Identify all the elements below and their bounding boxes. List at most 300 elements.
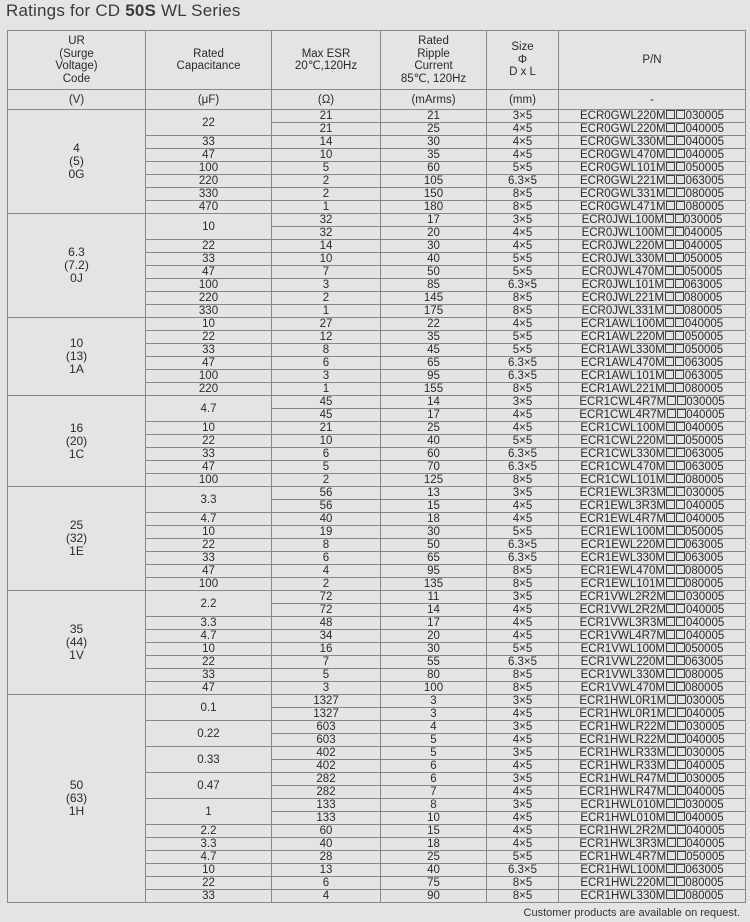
esr-cell: 32 <box>272 227 381 240</box>
placeholder-box-icon <box>675 279 684 288</box>
size-cell: 3×5 <box>487 773 559 786</box>
placeholder-box-icon <box>676 149 685 158</box>
ripple-cell: 17 <box>381 409 487 422</box>
ripple-cell: 3 <box>381 695 487 708</box>
placeholder-box-icon <box>677 851 686 860</box>
placeholder-box-icon <box>667 838 676 847</box>
esr-cell: 8 <box>272 344 381 357</box>
header-line: Size <box>511 41 534 54</box>
voltage-code-line: 1V <box>69 648 84 662</box>
header-line: Rated <box>418 35 449 47</box>
part-number-cell <box>559 344 746 357</box>
placeholder-box-icon <box>666 864 675 873</box>
part-number-prefix: ECR1VWL220M <box>580 656 665 668</box>
esr-cell: 56 <box>272 487 381 500</box>
capacitance-cell: 22 <box>146 110 272 136</box>
esr-cell: 4 <box>272 890 381 903</box>
part-number-cell <box>559 812 746 825</box>
ripple-cell: 60 <box>381 448 487 461</box>
size-cell: 8×5 <box>487 474 559 487</box>
voltage-code-line: 1C <box>68 446 85 461</box>
size-cell: 6.3×5 <box>487 864 559 877</box>
part-number-suffix: 063005 <box>685 656 724 668</box>
esr-cell: 2 <box>272 578 381 591</box>
placeholder-box-icon <box>665 266 674 275</box>
placeholder-box-icon <box>665 370 674 379</box>
placeholder-box-icon <box>676 604 685 613</box>
part-number-prefix: ECR1EWL3R3M <box>579 500 666 512</box>
part-number-prefix: ECR1AWL330M <box>580 344 665 356</box>
esr-cell: 603 <box>272 721 381 734</box>
part-number-cell <box>559 487 746 500</box>
placeholder-box-icon <box>677 825 686 834</box>
ripple-cell: 45 <box>381 344 487 357</box>
esr-cell: 45 <box>272 409 381 422</box>
part-number-prefix: ECR1EWL101M <box>580 578 665 590</box>
part-number-cell <box>559 552 746 565</box>
part-number-prefix: ECR1EWL4R7M <box>579 513 666 525</box>
placeholder-box-icon <box>676 110 685 119</box>
size-cell: 4×5 <box>487 617 559 630</box>
header-line: Ripple <box>417 47 450 60</box>
capacitance-cell: 100 <box>146 474 272 487</box>
part-number-cell <box>559 656 746 669</box>
header-pn <box>559 31 746 90</box>
part-number-suffix: 040005 <box>686 760 725 772</box>
part-number-cell <box>559 123 746 136</box>
capacitance-cell: 100 <box>146 279 272 292</box>
placeholder-box-icon <box>667 695 676 704</box>
part-number-prefix: ECR1HWLR22M <box>579 721 667 733</box>
part-number-prefix: ECR1VWL100M <box>580 643 665 655</box>
esr-cell: 56 <box>272 500 381 513</box>
part-number-suffix: 080005 <box>685 188 724 200</box>
placeholder-box-icon <box>677 396 686 405</box>
capacitance-cell: 0.1 <box>146 695 272 721</box>
capacitance-cell: 10 <box>146 526 272 539</box>
placeholder-box-icon <box>676 201 685 210</box>
ripple-cell: 95 <box>381 370 487 383</box>
esr-cell: 40 <box>272 838 381 851</box>
placeholder-box-icon <box>667 773 676 782</box>
voltage-code-line: 0J <box>70 271 83 285</box>
esr-cell: 7 <box>272 266 381 279</box>
part-number-suffix: 030005 <box>684 214 723 226</box>
part-number-prefix: ECR1HWL0R1M <box>579 708 667 720</box>
capacitance-cell: 0.47 <box>146 773 272 799</box>
esr-cell: 48 <box>272 617 381 630</box>
part-number-cell <box>559 435 746 448</box>
placeholder-box-icon <box>666 110 675 119</box>
voltage-code-line: 1H <box>68 804 85 818</box>
esr-cell: 21 <box>272 123 381 136</box>
placeholder-box-icon <box>666 136 675 145</box>
ripple-cell: 11 <box>381 591 487 604</box>
placeholder-box-icon <box>676 175 685 184</box>
ripple-cell: 6 <box>381 773 487 786</box>
ripple-cell: 10 <box>381 812 487 825</box>
part-number-suffix: 080005 <box>685 877 724 889</box>
placeholder-box-icon <box>675 370 684 379</box>
ripple-cell: 21 <box>381 110 487 123</box>
placeholder-box-icon <box>676 656 685 665</box>
placeholder-box-icon <box>665 292 674 301</box>
placeholder-box-icon <box>665 227 674 236</box>
placeholder-box-icon <box>667 409 676 418</box>
voltage-code-line: (5) <box>69 154 84 168</box>
part-number-prefix: ECR1HWL010M <box>580 812 666 824</box>
capacitance-cell: 100 <box>146 578 272 591</box>
part-number-suffix: 040005 <box>684 318 724 330</box>
esr-cell: 13 <box>272 864 381 877</box>
table-row <box>8 591 746 604</box>
part-number-prefix: ECR1HWL2R2M <box>579 825 667 837</box>
part-number-cell <box>559 669 746 682</box>
part-number-suffix: 063005 <box>685 175 724 187</box>
capacitance-cell: 33 <box>146 448 272 461</box>
placeholder-box-icon <box>666 591 675 600</box>
capacitance-cell: 33 <box>146 253 272 266</box>
part-number-suffix: 050005 <box>684 344 724 356</box>
header-size <box>487 31 559 90</box>
placeholder-box-icon <box>676 682 685 691</box>
capacitance-cell: 0.33 <box>146 747 272 773</box>
part-number-prefix: ECR1HWL010M <box>580 799 666 811</box>
part-number-cell <box>559 747 746 760</box>
placeholder-box-icon <box>667 851 676 860</box>
part-number-cell <box>559 734 746 747</box>
part-number-prefix: ECR1HWLR47M <box>579 786 667 798</box>
size-cell: 8×5 <box>487 565 559 578</box>
part-number-cell <box>559 318 746 331</box>
size-cell: 4×5 <box>487 240 559 253</box>
capacitance-cell: 470 <box>146 201 272 214</box>
part-number-suffix: 050005 <box>685 162 724 174</box>
placeholder-box-icon <box>676 669 685 678</box>
capacitance-cell: 33 <box>146 136 272 149</box>
ripple-cell: 50 <box>381 539 487 552</box>
ripple-cell: 60 <box>381 162 487 175</box>
placeholder-box-icon <box>675 227 684 236</box>
part-number-suffix: 063005 <box>685 539 724 551</box>
part-number-cell <box>559 708 746 721</box>
part-number-prefix: ECR0GWL220M <box>579 123 666 135</box>
voltage-code-line: (63) <box>65 791 88 805</box>
part-number-suffix: 040005 <box>685 513 725 525</box>
placeholder-box-icon <box>677 708 686 717</box>
size-cell: 4×5 <box>487 825 559 838</box>
placeholder-box-icon <box>666 175 675 184</box>
placeholder-box-icon <box>677 760 686 769</box>
capacitance-cell: 22 <box>146 539 272 552</box>
size-cell: 3×5 <box>487 214 559 227</box>
part-number-cell <box>559 591 746 604</box>
part-number-cell <box>559 396 746 409</box>
esr-cell: 2 <box>272 188 381 201</box>
placeholder-box-icon <box>665 305 674 314</box>
voltage-code-line: 1E <box>69 544 84 558</box>
ripple-cell: 5 <box>381 734 487 747</box>
ripple-cell: 15 <box>381 825 487 838</box>
part-number-suffix: 050005 <box>684 266 723 278</box>
size-cell: 5×5 <box>487 643 559 656</box>
size-cell: 8×5 <box>487 292 559 305</box>
part-number-prefix: ECR1EWL470M <box>580 565 665 577</box>
esr-cell: 10 <box>272 149 381 162</box>
part-number-prefix: ECR1HWLR22M <box>579 734 667 746</box>
ripple-cell: 6 <box>381 760 487 773</box>
capacitance-cell: 47 <box>146 461 272 474</box>
esr-cell: 10 <box>272 253 381 266</box>
placeholder-box-icon <box>676 552 685 561</box>
placeholder-box-icon <box>676 448 685 457</box>
placeholder-box-icon <box>666 500 675 509</box>
part-number-cell <box>559 721 746 734</box>
capacitance-cell: 10 <box>146 318 272 331</box>
voltage-code-cell <box>8 318 146 396</box>
placeholder-box-icon <box>666 877 675 886</box>
part-number-prefix: ECR1HWLR33M <box>579 760 667 772</box>
capacitance-cell: 33 <box>146 669 272 682</box>
part-number-suffix: 040005 <box>686 708 725 720</box>
placeholder-box-icon <box>675 266 684 275</box>
part-number-suffix: 080005 <box>685 474 724 486</box>
header-line: Rated <box>193 47 224 60</box>
table-row <box>8 487 746 500</box>
voltage-code-line: (32) <box>65 531 88 545</box>
size-cell: 8×5 <box>487 188 559 201</box>
part-number-cell <box>559 539 746 552</box>
placeholder-box-icon <box>666 578 675 587</box>
part-number-suffix: 063005 <box>685 552 724 564</box>
placeholder-box-icon <box>665 331 674 340</box>
size-cell: 5×5 <box>487 435 559 448</box>
size-cell: 4×5 <box>487 123 559 136</box>
voltage-code-cell <box>8 110 146 214</box>
esr-cell: 6 <box>272 552 381 565</box>
voltage-code-line: 0G <box>68 167 85 181</box>
size-cell: 6.3×5 <box>487 539 559 552</box>
placeholder-box-icon <box>676 539 685 548</box>
unit-cell: (mm) <box>487 90 559 110</box>
part-number-prefix: ECR0GWL471M <box>579 201 666 213</box>
part-number-cell <box>559 617 746 630</box>
placeholder-box-icon <box>677 838 686 847</box>
part-number-prefix: ECR1HWL3R3M <box>579 838 667 850</box>
part-number-prefix: ECR0JWL221M <box>581 292 665 304</box>
placeholder-box-icon <box>666 149 675 158</box>
ripple-cell: 20 <box>381 227 487 240</box>
part-number-suffix: 050005 <box>685 435 724 447</box>
part-number-suffix: 030005 <box>685 110 724 122</box>
placeholder-box-icon <box>666 513 675 522</box>
part-number-cell <box>559 370 746 383</box>
ripple-cell: 25 <box>381 123 487 136</box>
ripple-cell: 40 <box>381 253 487 266</box>
ripple-cell: 180 <box>381 201 487 214</box>
unit-cell: (mArms) <box>381 90 487 110</box>
placeholder-box-icon <box>676 500 685 509</box>
ripple-cell: 155 <box>381 383 487 396</box>
part-number-suffix: 030005 <box>685 487 725 499</box>
part-number-cell <box>559 786 746 799</box>
esr-cell: 282 <box>272 786 381 799</box>
part-number-cell <box>559 422 746 435</box>
capacitance-cell: 220 <box>146 383 272 396</box>
header-line: Max ESR <box>301 47 351 60</box>
part-number-prefix: ECR0GWL101M <box>579 162 666 174</box>
table-row <box>8 110 746 123</box>
part-number-suffix: 080005 <box>685 890 724 902</box>
placeholder-box-icon <box>675 214 684 223</box>
esr-cell: 14 <box>272 240 381 253</box>
header-code <box>8 31 146 90</box>
part-number-cell <box>559 188 746 201</box>
part-number-prefix: ECR0JWL331M <box>581 305 665 317</box>
placeholder-box-icon <box>665 357 674 366</box>
part-number-cell <box>559 227 746 240</box>
size-cell: 3×5 <box>487 747 559 760</box>
header-line: Code <box>62 72 91 85</box>
placeholder-box-icon <box>675 318 684 327</box>
ripple-cell: 85 <box>381 279 487 292</box>
esr-cell: 45 <box>272 396 381 409</box>
capacitance-cell: 0.22 <box>146 721 272 747</box>
part-number-prefix: ECR0GWL221M <box>579 175 666 187</box>
ripple-cell: 150 <box>381 188 487 201</box>
capacitance-cell: 33 <box>146 344 272 357</box>
voltage-code-line: 50 <box>69 778 84 792</box>
voltage-code-cell <box>8 396 146 487</box>
placeholder-box-icon <box>676 526 685 535</box>
placeholder-box-icon <box>676 812 685 821</box>
title-prefix: Ratings for CD <box>6 1 126 20</box>
placeholder-box-icon <box>675 357 684 366</box>
part-number-cell <box>559 500 746 513</box>
size-cell: 4×5 <box>487 838 559 851</box>
placeholder-box-icon <box>666 188 675 197</box>
units-row <box>8 90 746 110</box>
part-number-cell <box>559 331 746 344</box>
placeholder-box-icon <box>676 461 685 470</box>
voltage-code-line: (7.2) <box>64 258 89 272</box>
placeholder-box-icon <box>666 669 675 678</box>
part-number-suffix: 080005 <box>684 292 723 304</box>
header-capacitance <box>146 31 272 90</box>
size-cell: 4×5 <box>487 513 559 526</box>
voltage-code-line: 25 <box>69 518 84 532</box>
table-row <box>8 214 746 227</box>
esr-cell: 72 <box>272 604 381 617</box>
size-cell: 4×5 <box>487 149 559 162</box>
part-number-prefix: ECR0JWL470M <box>581 266 665 278</box>
part-number-suffix: 080005 <box>684 383 724 395</box>
placeholder-box-icon <box>665 279 674 288</box>
part-number-prefix: ECR1HWL100M <box>580 864 666 876</box>
ripple-cell: 25 <box>381 851 487 864</box>
placeholder-box-icon <box>676 890 685 899</box>
part-number-prefix: ECR1CWL330M <box>580 448 666 460</box>
part-number-cell <box>559 214 746 227</box>
esr-cell: 2 <box>272 292 381 305</box>
part-number-cell <box>559 279 746 292</box>
esr-cell: 133 <box>272 799 381 812</box>
placeholder-box-icon <box>666 201 675 210</box>
placeholder-box-icon <box>666 682 675 691</box>
part-number-suffix: 030005 <box>686 747 725 759</box>
placeholder-box-icon <box>667 825 676 834</box>
unit-cell: (Ω) <box>272 90 381 110</box>
esr-cell: 6 <box>272 877 381 890</box>
capacitance-cell: 47 <box>146 357 272 370</box>
esr-cell: 72 <box>272 591 381 604</box>
size-cell: 6.3×5 <box>487 357 559 370</box>
part-number-suffix: 040005 <box>685 604 725 616</box>
esr-cell: 5 <box>272 669 381 682</box>
part-number-suffix: 080005 <box>685 669 724 681</box>
capacitance-cell: 1 <box>146 799 272 825</box>
esr-cell: 5 <box>272 162 381 175</box>
header-line: Voltage) <box>55 60 98 72</box>
table-row <box>8 695 746 708</box>
esr-cell: 1327 <box>272 708 381 721</box>
ripple-cell: 70 <box>381 461 487 474</box>
placeholder-box-icon <box>666 890 675 899</box>
placeholder-box-icon <box>676 617 685 626</box>
ripple-cell: 75 <box>381 877 487 890</box>
part-number-prefix: ECR1HWL220M <box>580 877 666 889</box>
capacitance-cell: 2.2 <box>146 825 272 838</box>
esr-cell: 4 <box>272 565 381 578</box>
unit-cell: (μF) <box>146 90 272 110</box>
esr-cell: 5 <box>272 461 381 474</box>
size-cell: 6.3×5 <box>487 552 559 565</box>
capacitance-cell: 100 <box>146 162 272 175</box>
part-number-prefix: ECR1AWL470M <box>580 357 665 369</box>
capacitance-cell: 47 <box>146 682 272 695</box>
part-number-cell <box>559 565 746 578</box>
footnote: Customer products are available on request. <box>523 907 740 919</box>
placeholder-box-icon <box>677 786 686 795</box>
capacitance-cell: 3.3 <box>146 617 272 630</box>
size-cell: 4×5 <box>487 227 559 240</box>
part-number-cell <box>559 110 746 123</box>
esr-cell: 8 <box>272 539 381 552</box>
placeholder-box-icon <box>676 474 685 483</box>
capacitance-cell: 10 <box>146 864 272 877</box>
part-number-suffix: 040005 <box>684 227 723 239</box>
esr-cell: 21 <box>272 422 381 435</box>
placeholder-box-icon <box>675 383 684 392</box>
part-number-prefix: ECR0GWL330M <box>579 136 666 148</box>
placeholder-box-icon <box>666 448 675 457</box>
size-cell: 5×5 <box>487 253 559 266</box>
part-number-prefix: ECR1VWL470M <box>580 682 665 694</box>
header-line: UR <box>68 35 85 47</box>
ripple-cell: 100 <box>381 682 487 695</box>
size-cell: 3×5 <box>487 487 559 500</box>
part-number-cell <box>559 864 746 877</box>
placeholder-box-icon <box>676 630 685 639</box>
ripple-cell: 4 <box>381 721 487 734</box>
ripple-cell: 80 <box>381 669 487 682</box>
capacitance-cell: 220 <box>146 175 272 188</box>
size-cell: 4×5 <box>487 734 559 747</box>
placeholder-box-icon <box>676 188 685 197</box>
part-number-cell <box>559 175 746 188</box>
ratings-body <box>8 110 746 903</box>
part-number-prefix: ECR1HWL4R7M <box>579 851 667 863</box>
